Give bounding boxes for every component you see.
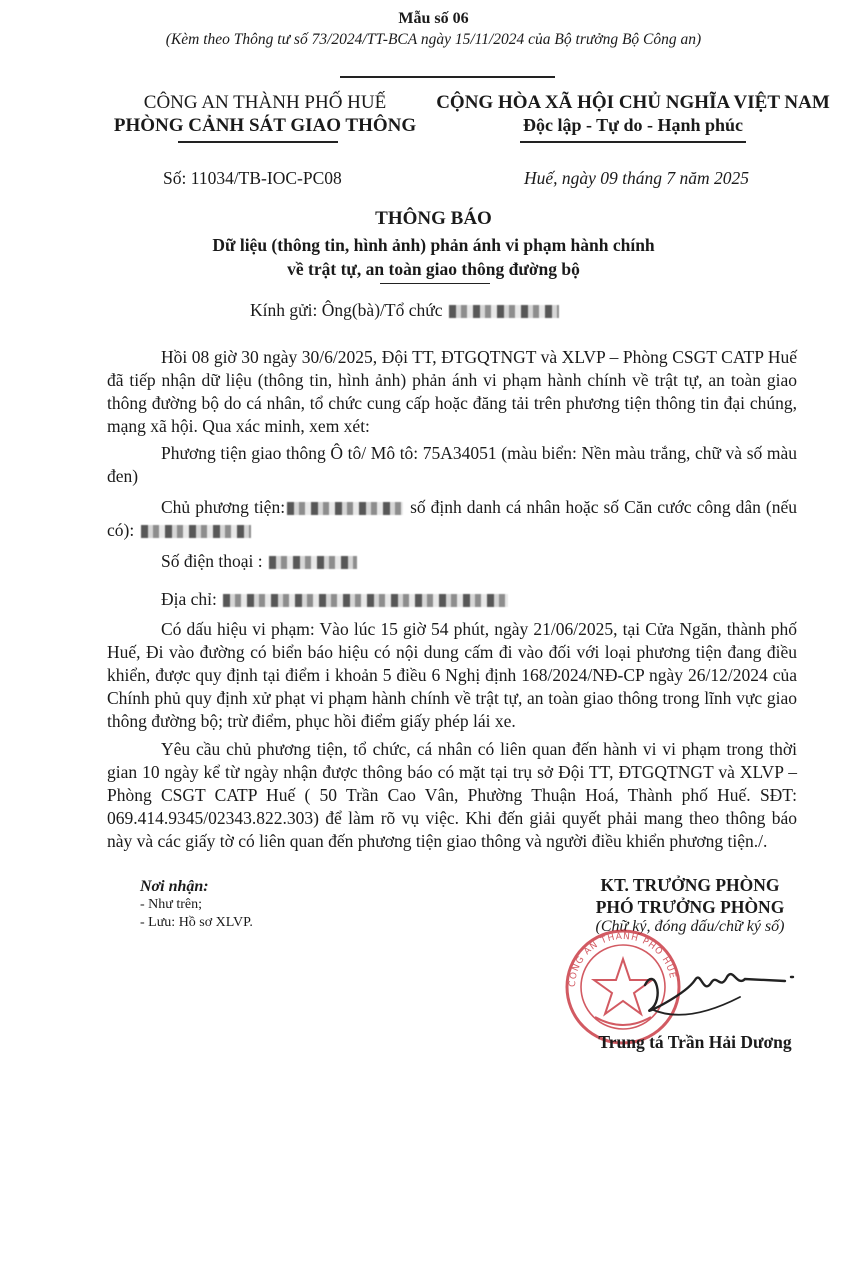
signature-title-1: KT. TRƯỞNG PHÒNG <box>600 875 780 895</box>
notice-subtitle-2: về trật tự, an toàn giao thông đường bộ <box>287 259 580 279</box>
recipient-line <box>250 300 561 321</box>
receiver-item: - Như trên; <box>140 897 203 912</box>
state-motto: Độc lập - Tự do - Hạnh phúc <box>522 115 744 135</box>
redacted-id <box>141 525 251 538</box>
svg-text:CÔNG AN THÀNH PHỐ HUẾ: CÔNG AN THÀNH PHỐ HUẾ <box>567 931 678 988</box>
paragraph-owner <box>107 496 797 542</box>
divider <box>178 141 338 143</box>
paragraph-receipt <box>107 346 797 438</box>
paragraph-phone <box>107 550 797 573</box>
agency-unit: PHÒNG CẢNH SÁT GIAO THÔNG <box>113 115 417 136</box>
document-date: Huế, ngày 09 tháng 7 năm 2025 <box>524 168 750 188</box>
address-label: Địa chỉ: <box>161 589 217 609</box>
signer-name: Trung tá Trần Hải Dương <box>598 1032 792 1052</box>
redacted-name <box>449 305 559 318</box>
form-number: Mẫu số 06 <box>398 10 469 27</box>
paragraph-request-text: Yêu cầu chủ phương tiện, tổ chức, cá nhân có liên quan đến hành vi vi phạm trong thời gian 10 ngày kể từ ngày nhận được thông báo có mặt tại trụ sở Đội TT, ĐTGQTNGT và XLVP – Phòng CSGT CATP Huế ( 50 Trần Cao Vân, Phường Thuận Hoá, Thành phố Huế. SĐT: 069.414.9345/02343.822.303) để làm rõ vụ việc. Khi đến giải quyết phải mang theo thông báo này và các giấy tờ có liên quan đến phương tiện giao thông và người điều khiển phương tiện./. <box>107 739 797 851</box>
agency-parent: CÔNG AN THÀNH PHỐ HUẾ <box>143 92 387 113</box>
divider <box>380 283 490 284</box>
divider <box>340 76 555 78</box>
paragraph-vehicle <box>107 442 797 488</box>
redacted-phone <box>269 556 357 569</box>
owner-label: Chủ phương tiện: <box>161 497 286 517</box>
state-name: CỘNG HÒA XÃ HỘI CHỦ NGHĨA VIỆT NAM <box>436 92 830 113</box>
signature-title-2: PHÓ TRƯỞNG PHÒNG <box>595 897 785 917</box>
divider <box>520 141 746 143</box>
signature-stroke <box>645 974 793 1011</box>
notice-title: THÔNG BÁO <box>375 208 492 229</box>
paragraph-request <box>107 738 797 853</box>
redacted-owner <box>287 502 403 515</box>
notice-subtitle-1: Dữ liệu (thông tin, hình ảnh) phản ánh vi phạm hành chính <box>212 235 655 255</box>
receivers-title: Nơi nhận: <box>140 878 209 895</box>
document-number: Số: 11034/TB-IOC-PC08 <box>163 168 342 188</box>
paragraph-violation-text: Có dấu hiệu vi phạm: Vào lúc 15 giờ 54 phút, ngày 21/06/2025, tại Cửa Ngăn, thành phố Huế, Đi vào đường có biển báo hiệu có nội dung cấm đi vào đối với loại phương tiện đang điều khiển, được quy định tại điểm i khoản 5 điều 6 Nghị định 168/2024/NĐ-CP ngày 26/12/2024 của Chính phủ quy định xử phạt vi phạm hành chính về trật tự, an toàn giao thông trong lĩnh vực giao thông đường bộ; trừ điểm, phục hồi điểm giấy phép lái xe. <box>107 619 797 731</box>
owner-id-label: số định danh cá nhân hoặc số Căn cước công dân (nếu có): <box>107 497 798 540</box>
red-seal-icon <box>567 930 680 1043</box>
paragraph-address <box>107 588 797 611</box>
paragraph-vehicle-text: Phương tiện giao thông Ô tô/ Mô tô: 75A34051 (màu biển: Nền màu trắng, chữ và số màu đen) <box>107 443 797 486</box>
redacted-address <box>223 594 508 607</box>
recipient-label: Kính gửi: Ông(bà)/Tổ chức <box>250 300 443 320</box>
paragraph-receipt-text: Hồi 08 giờ 30 ngày 30/6/2025, Đội TT, ĐTGQTNGT và XLVP – Phòng CSGT CATP Huế đã tiếp nhận dữ liệu (thông tin, hình ảnh) phản ánh vi phạm hành chính về trật tự, an toàn giao thông đường bộ do cá nhân, tổ chức cung cấp hoặc đăng tải trên phương tiện thông tin đại chúng, mạng xã hội. Qua xác minh, xem xét: <box>107 347 797 436</box>
form-reference: (Kèm theo Thông tư số 73/2024/TT-BCA ngày 15/11/2024 của Bộ trưởng Bộ Công an) <box>165 31 702 48</box>
paragraph-violation <box>107 618 797 733</box>
phone-label: Số điện thoại : <box>161 551 263 571</box>
signature-note: (Chữ ký, đóng dấu/chữ ký số) <box>595 918 785 935</box>
receiver-item: - Lưu: Hồ sơ XLVP. <box>140 915 253 930</box>
